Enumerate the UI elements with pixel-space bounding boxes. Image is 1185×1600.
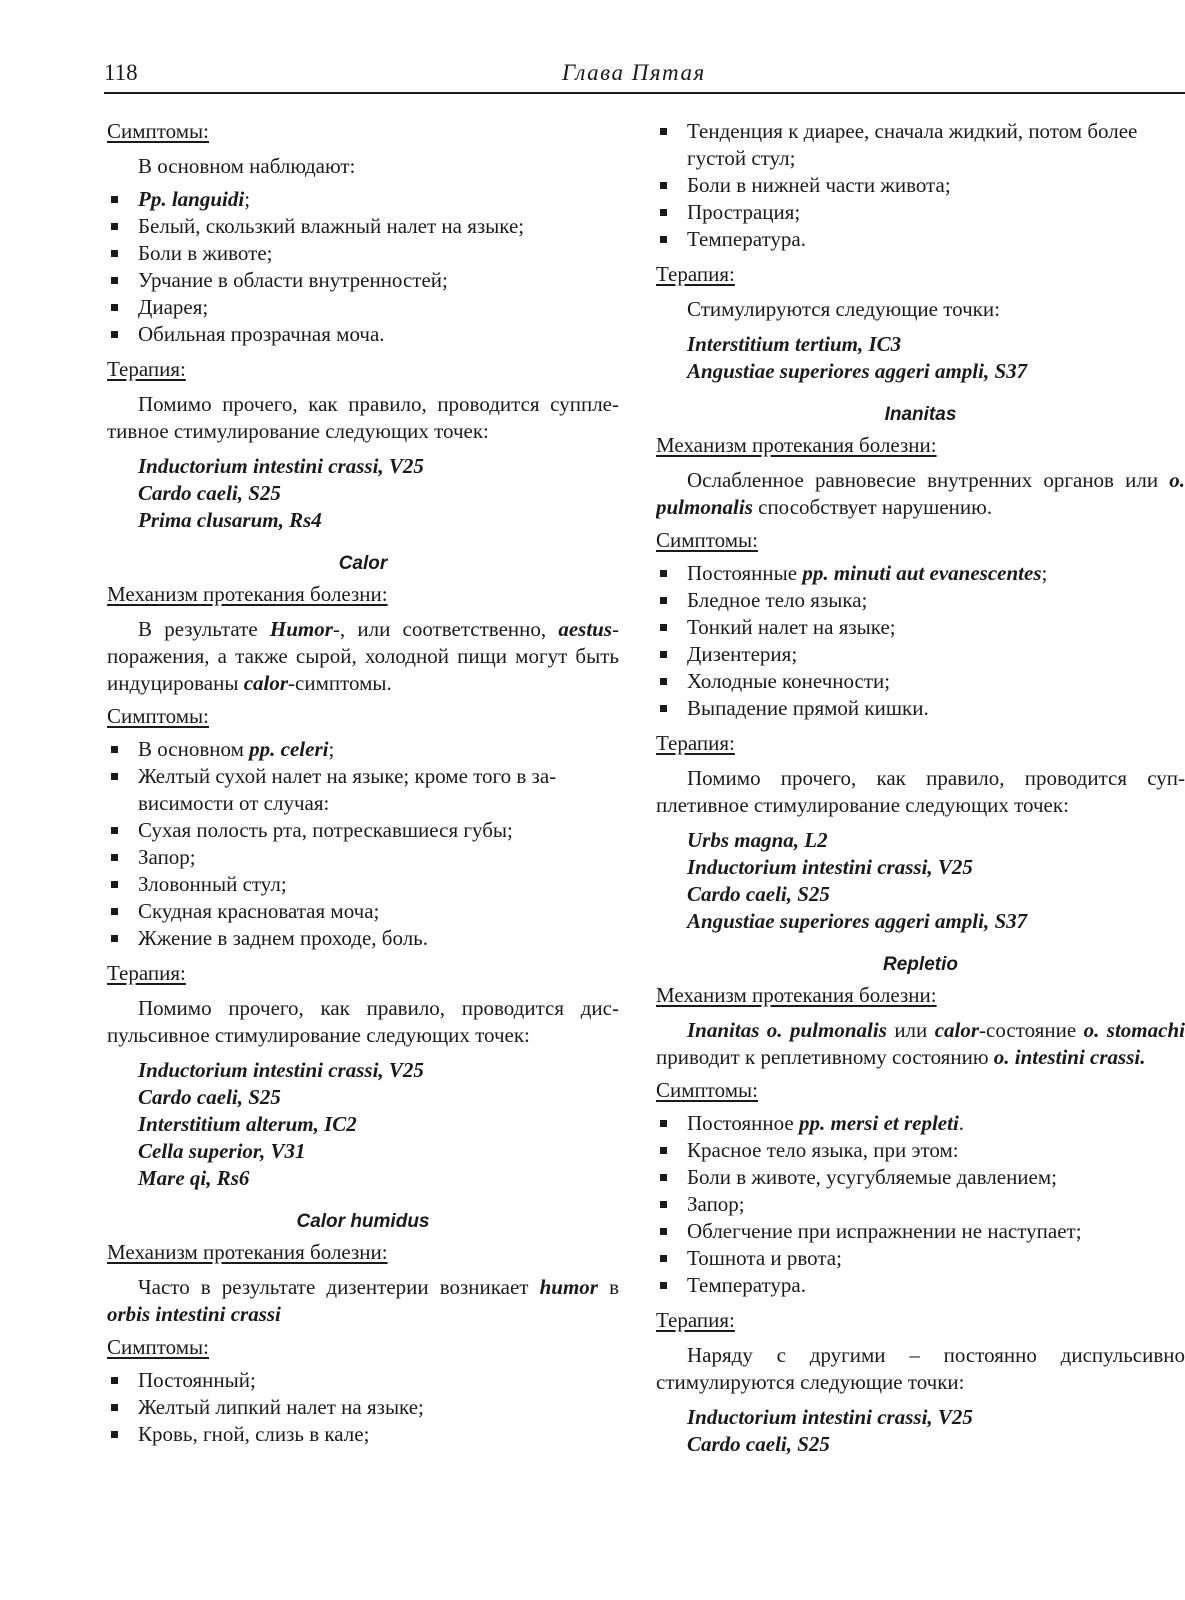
therapy-text: Наряду с другими – постоянно диспульсивно стимулируются следующие точки: bbox=[656, 1343, 1185, 1394]
mechanism-text: Часто в результате дизентерии возникает humor в orbis intestini crassi bbox=[107, 1275, 619, 1326]
symptoms-list-continued bbox=[656, 118, 1185, 253]
point-item: Interstitium alterum, IC2 bbox=[138, 1112, 357, 1136]
list-item: Постоянное pp. mersi et repleti. bbox=[656, 1110, 1185, 1137]
symptoms-list bbox=[656, 560, 1185, 722]
symptoms-list bbox=[107, 1367, 619, 1448]
list-item: Дизентерия; bbox=[656, 641, 1185, 668]
list-item: Тенденция к диарее, сначала жидкий, потом более густой стул; bbox=[656, 118, 1185, 172]
point-item: Cella superior, V31 bbox=[138, 1139, 306, 1163]
therapy-label: Терапия: bbox=[107, 357, 186, 381]
therapy-text: Стимулируются следующие точки: bbox=[687, 297, 1000, 321]
list-item: Боли в животе, усугубляемые давлением; bbox=[656, 1164, 1185, 1191]
list-item: Запор; bbox=[656, 1191, 1185, 1218]
symptoms-label: Симптомы: bbox=[656, 528, 759, 552]
right-column bbox=[656, 118, 1185, 1464]
symptoms-label: Симптомы: bbox=[107, 704, 210, 728]
point-item: Cardo caeli, S25 bbox=[687, 882, 830, 906]
list-item: Холодные конечности; bbox=[656, 668, 1185, 695]
point-item: Prima clusarum, Rs4 bbox=[138, 508, 322, 532]
symptoms-list bbox=[656, 1110, 1185, 1299]
chapter-title: Глава Пятая bbox=[562, 60, 706, 85]
symptoms-intro: В основном наблюдают: bbox=[138, 154, 356, 178]
list-item: Желтый липкий налет на языке; bbox=[107, 1394, 619, 1421]
mechanism-label: Механизм протекания болезни: bbox=[656, 983, 937, 1007]
list-item: Облегчение при испражнении не наступает; bbox=[656, 1218, 1185, 1245]
list-item: Обильная прозрачная моча. bbox=[107, 321, 619, 348]
symptoms-list bbox=[107, 186, 619, 348]
mechanism-text: В результате Humor-, или соответственно, aestus-поражения, а также сырой, холодной пищи могут быть индуцированы calor-симптомы. bbox=[107, 617, 620, 695]
list-item: Скудная красноватая моча; bbox=[107, 898, 619, 925]
mechanism-label: Механизм протекания болезни: bbox=[656, 433, 937, 457]
points-list bbox=[687, 331, 1185, 385]
therapy-text: Помимо прочего, как правило, проводится супплетивное стимулирование следующих точек: bbox=[107, 392, 619, 443]
point-item: Mare qi, Rs6 bbox=[138, 1166, 250, 1190]
point-item: Angustiae superiores aggeri ampli, S37 bbox=[687, 359, 1028, 383]
therapy-text: Помимо прочего, как правило, проводится супплетивное стимулирование следующих точек: bbox=[656, 766, 1185, 817]
page-number: 118 bbox=[104, 60, 138, 85]
point-item: Inductorium intestini crassi, V25 bbox=[138, 454, 424, 478]
list-item: Тонкий налет на языке; bbox=[656, 614, 1185, 641]
section-heading-calor-humidus: Calor humidus bbox=[296, 1211, 430, 1232]
list-item: Бледное тело языка; bbox=[656, 587, 1185, 614]
therapy-label: Терапия: bbox=[656, 1308, 735, 1332]
therapy-label: Терапия: bbox=[656, 731, 735, 755]
point-item: Inductorium intestini crassi, V25 bbox=[687, 855, 973, 879]
list-item: Боли в животе; bbox=[107, 240, 619, 267]
list-item: Температура. bbox=[656, 226, 1185, 253]
mechanism-text: Ослабленное равновесие внутренних органов или o. pulmonalis способствует нарушению. bbox=[656, 468, 1185, 519]
left-column bbox=[107, 118, 619, 1454]
point-item: Angustiae superiores aggeri ampli, S37 bbox=[687, 909, 1028, 933]
point-item: Inductorium intestini crassi, V25 bbox=[687, 1405, 973, 1429]
list-item: Белый, скользкий влажный налет на языке; bbox=[107, 213, 619, 240]
list-item: Сухая полость рта, потрескавшиеся губы; bbox=[107, 817, 619, 844]
list-item: В основном pp. celeri; bbox=[107, 736, 619, 763]
list-item: Боли в нижней части живота; bbox=[656, 172, 1185, 199]
therapy-label: Терапия: bbox=[107, 961, 186, 985]
list-item: Урчание в области внутренностей; bbox=[107, 267, 619, 294]
list-item: Прострация; bbox=[656, 199, 1185, 226]
list-item: Кровь, гной, слизь в кале; bbox=[107, 1421, 619, 1448]
point-item: Cardo caeli, S25 bbox=[138, 481, 281, 505]
list-item: Красное тело языка, при этом: bbox=[656, 1137, 1185, 1164]
symptoms-label: Симптомы: bbox=[107, 119, 210, 143]
list-item: Выпадение прямой кишки. bbox=[656, 695, 1185, 722]
point-item: Cardo caeli, S25 bbox=[687, 1432, 830, 1456]
point-item: Cardo caeli, S25 bbox=[138, 1085, 281, 1109]
therapy-label: Терапия: bbox=[656, 262, 735, 286]
mechanism-label: Механизм протекания болезни: bbox=[107, 1240, 388, 1264]
point-item: Urbs magna, L2 bbox=[687, 828, 828, 852]
list-item: Диарея; bbox=[107, 294, 619, 321]
list-item: Температура. bbox=[656, 1272, 1185, 1299]
list-item: Pp. languidi; bbox=[107, 186, 619, 213]
symptoms-label: Симптомы: bbox=[656, 1078, 759, 1102]
page-header bbox=[104, 58, 1185, 94]
points-list bbox=[138, 1057, 619, 1192]
list-item: Зловонный стул; bbox=[107, 871, 619, 898]
section-heading-repletio: Repletio bbox=[883, 954, 958, 975]
points-list bbox=[687, 827, 1185, 935]
symptoms-list bbox=[107, 736, 619, 952]
symptoms-label: Симптомы: bbox=[107, 1335, 210, 1359]
mechanism-label: Механизм протекания болезни: bbox=[107, 582, 388, 606]
points-list bbox=[138, 453, 619, 534]
list-item: Желтый сухой налет на языке; кроме того в зависимости от случая: bbox=[107, 763, 619, 817]
list-item: Постоянный; bbox=[107, 1367, 619, 1394]
therapy-text: Помимо прочего, как правило, проводится диспульсивное стимулирование следующих точек: bbox=[107, 996, 619, 1047]
list-item: Постоянные pp. minuti aut evanescentes; bbox=[656, 560, 1185, 587]
point-item: Interstitium tertium, IC3 bbox=[687, 332, 902, 356]
list-item: Запор; bbox=[107, 844, 619, 871]
mechanism-text: Inanitas o. pulmonalis или calor-состояние o. stomachi приводит к реплетивному состоянию o. intestini crassi. bbox=[656, 1018, 1185, 1069]
list-item: Жжение в заднем проходе, боль. bbox=[107, 925, 619, 952]
section-heading-calor: Calor bbox=[338, 553, 388, 574]
section-heading-inanitas: Inanitas bbox=[884, 404, 957, 425]
list-item: Тошнота и рвота; bbox=[656, 1245, 1185, 1272]
points-list bbox=[687, 1404, 1185, 1458]
point-item: Inductorium intestini crassi, V25 bbox=[138, 1058, 424, 1082]
